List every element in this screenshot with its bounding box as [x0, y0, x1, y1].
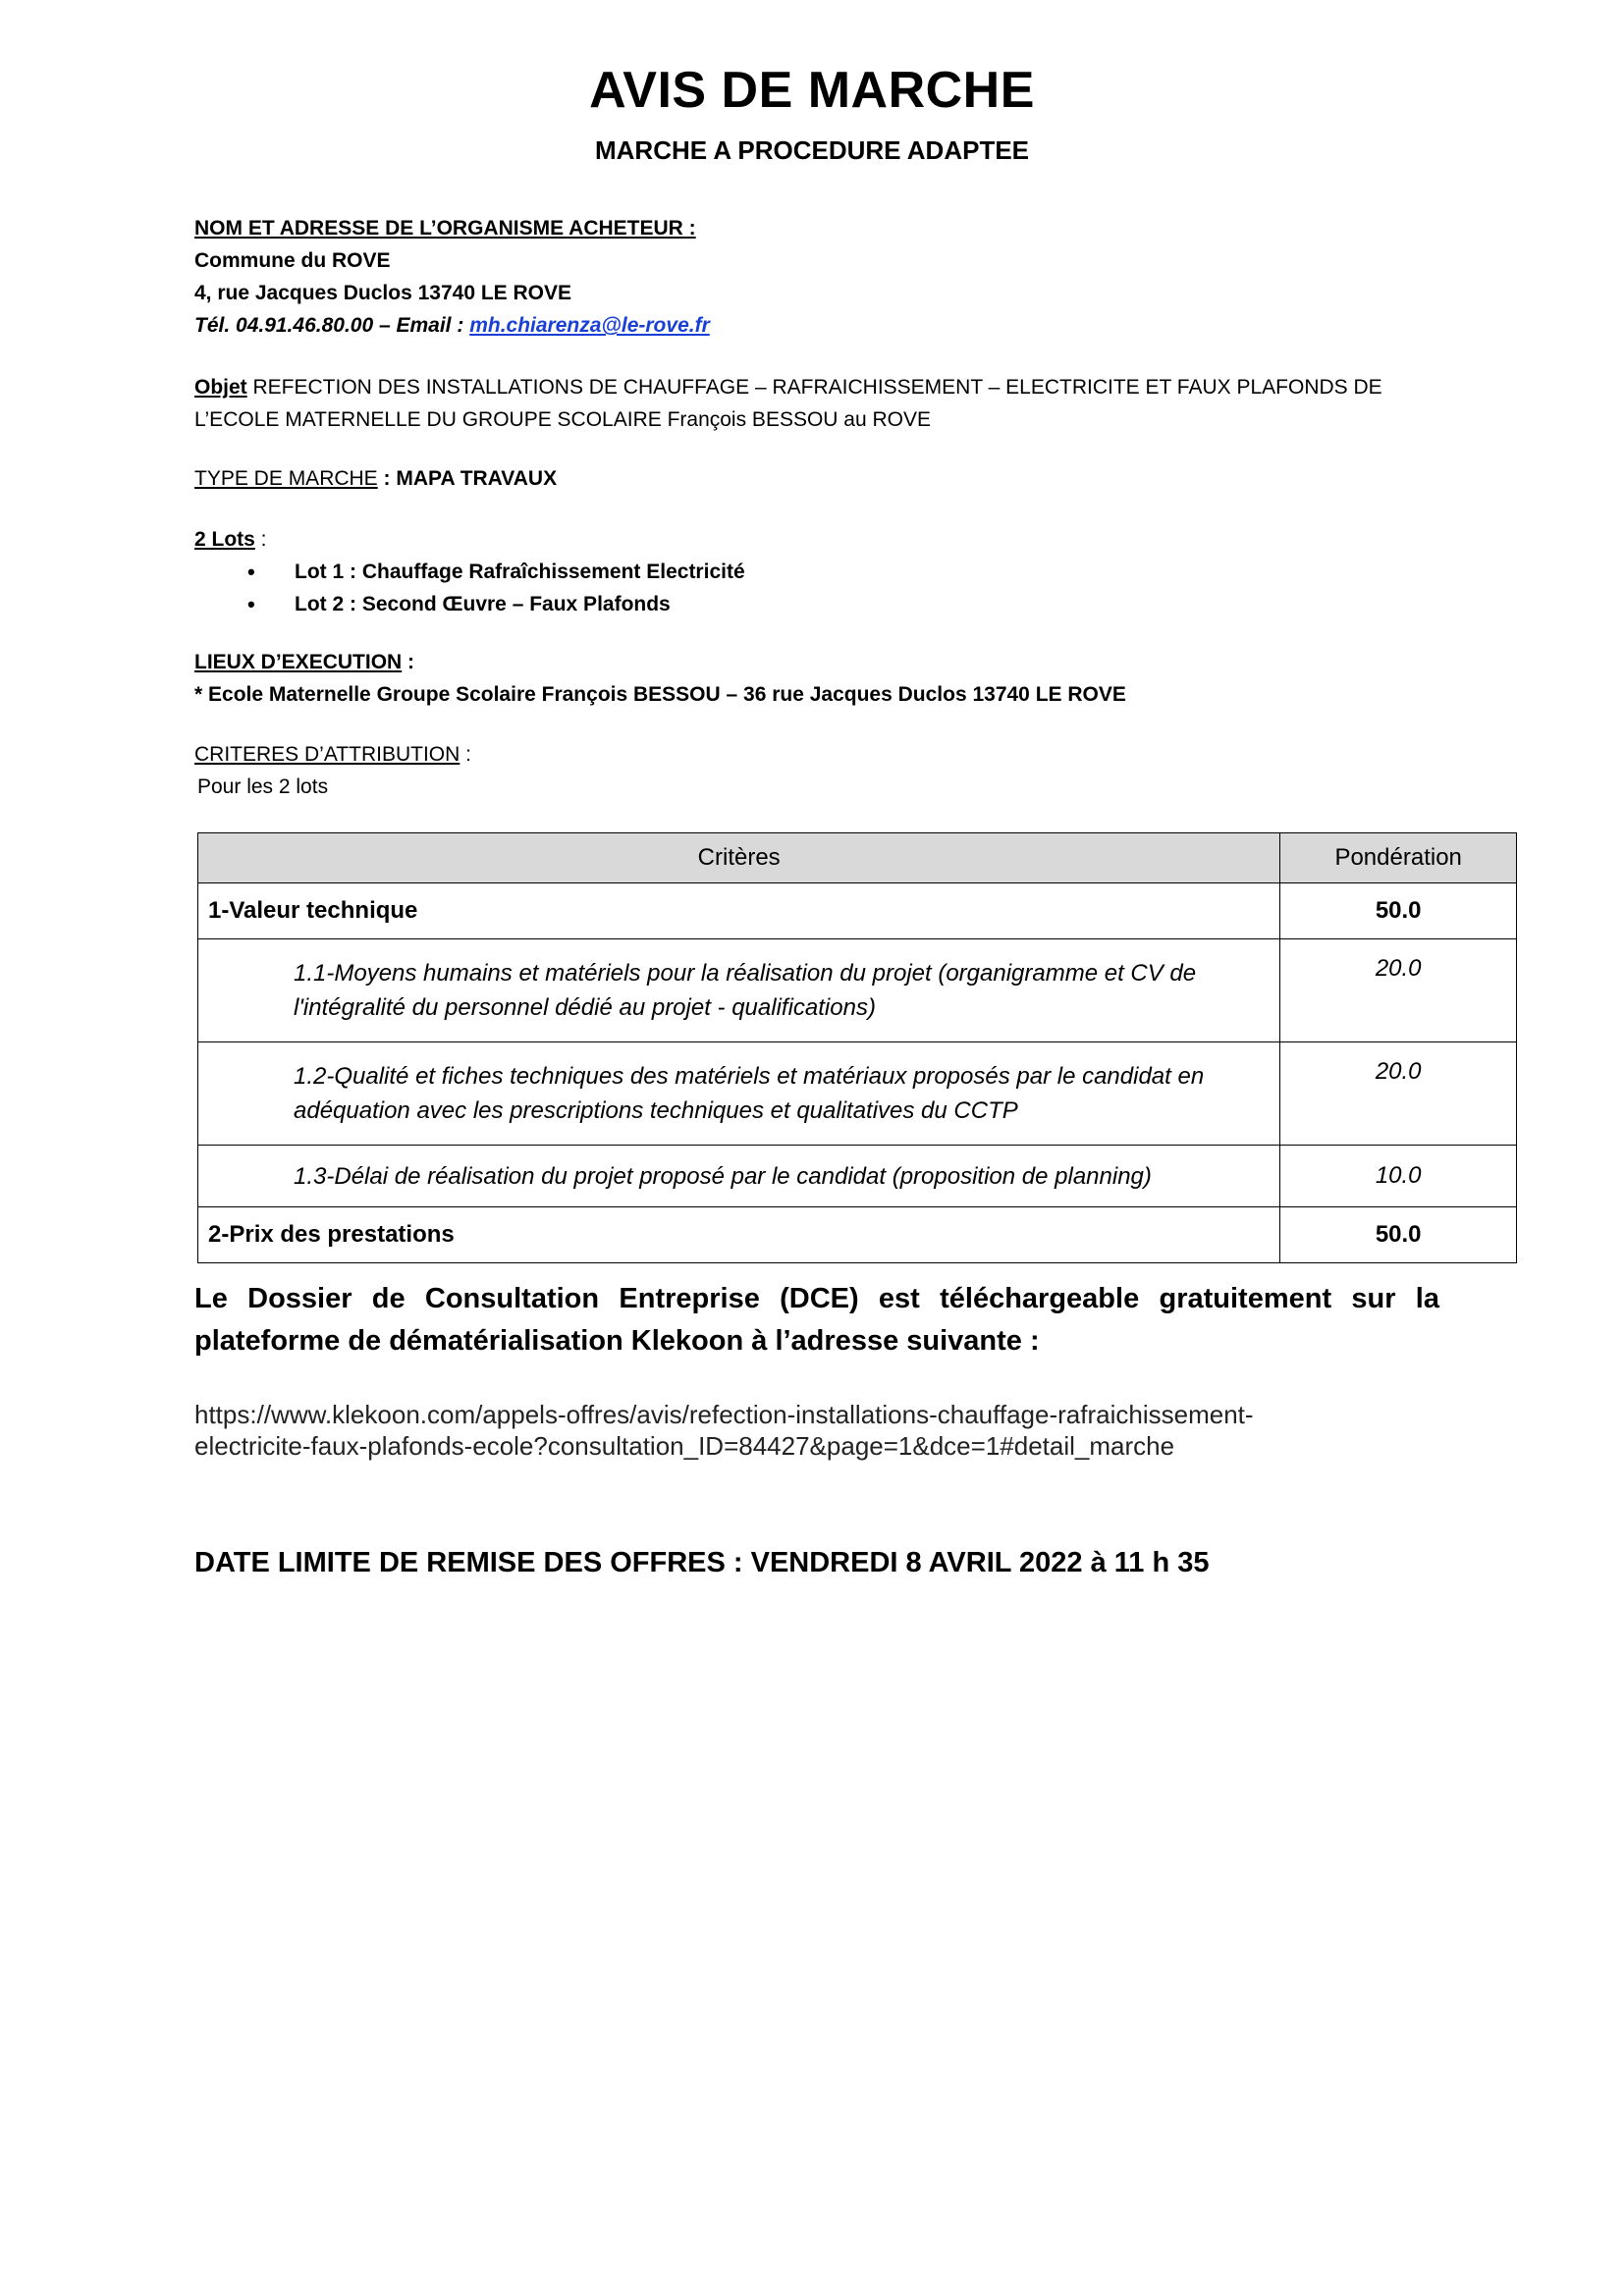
criteria-label-suffix: :: [460, 743, 471, 766]
table-row: [198, 1146, 1517, 1207]
column-header-weight: Pondération: [1280, 833, 1517, 883]
object-label: Objet: [194, 376, 247, 399]
list-item: • Lot 2 : Second Œuvre – Faux Plafonds: [194, 588, 745, 620]
criteria-table: [197, 832, 1517, 1263]
location-label-suffix: :: [402, 651, 415, 673]
market-type-value: : MAPA TRAVAUX: [377, 467, 558, 490]
table-row: [198, 1042, 1517, 1146]
list-item: • Lot 1 : Chauffage Rafraîchissement Electricité: [194, 556, 745, 588]
location-value: * Ecole Maternelle Groupe Scolaire François BESSOU – 36 rue Jacques Duclos 13740 LE ROVE: [194, 683, 1126, 706]
column-header-criteria: Critères: [198, 833, 1280, 883]
weight-cell: 50.0: [1280, 883, 1517, 939]
criterion-cell: 2-Prix des prestations: [198, 1207, 1280, 1263]
table-row: [198, 939, 1517, 1042]
location-section: [194, 646, 1126, 711]
market-type-section: [194, 462, 557, 495]
buyer-address: 4, rue Jacques Duclos 13740 LE ROVE: [194, 282, 572, 304]
criterion-cell: 1.3-Délai de réalisation du projet proposé par le candidat (proposition de planning): [198, 1146, 1280, 1207]
weight-cell: 10.0: [1280, 1146, 1517, 1207]
dce-url-link[interactable]: [194, 1399, 1471, 1462]
dce-url-line-2[interactable]: electricite-faux-plafonds-ecole?consultation_ID=84427&page=1&dce=1#detail_marche: [194, 1431, 1175, 1461]
buyer-contact: [194, 309, 710, 342]
object-line-1: REFECTION DES INSTALLATIONS DE CHAUFFAGE – RAFRAICHISSEMENT – ELECTRICITE ET FAUX PLAFONDS DE: [246, 376, 1382, 399]
lots-label: 2 Lots: [194, 528, 255, 551]
page-title: AVIS DE MARCHE: [589, 62, 1035, 119]
buyer-phone: Tél. 04.91.46.80.00 – Email :: [194, 314, 470, 337]
lots-list: [194, 556, 745, 620]
buyer-heading: NOM ET ADRESSE DE L’ORGANISME ACHETEUR :: [194, 217, 696, 240]
criterion-cell: 1-Valeur technique: [198, 883, 1280, 939]
table-row: [198, 1207, 1517, 1263]
criterion-cell: 1.2-Qualité et fiches techniques des matériels et matériaux proposés par le candidat en adéquation avec les prescriptions techniques et qualitatives du CCTP: [198, 1042, 1280, 1146]
location-label: LIEUX D’EXECUTION: [194, 651, 403, 673]
criterion-cell: 1.1-Moyens humains et matériels pour la réalisation du projet (organigramme et CV de l'intégralité du personnel dédié au projet - qualifications): [198, 939, 1280, 1042]
lots-section: [194, 523, 745, 620]
criteria-label: CRITERES D’ATTRIBUTION: [194, 743, 460, 766]
table-header-row: [198, 833, 1517, 883]
criteria-section: [194, 738, 471, 803]
lots-label-suffix: :: [254, 528, 267, 551]
buyer-name: Commune du ROVE: [194, 249, 391, 272]
weight-cell: 20.0: [1280, 939, 1517, 1042]
dce-url-line-1[interactable]: https://www.klekoon.com/appels-offres/avis/refection-installations-chauffage-rafraichissement-: [194, 1400, 1254, 1429]
object-section: [194, 371, 1382, 436]
buyer-email-link[interactable]: mh.chiarenza@le-rove.fr: [469, 314, 710, 337]
buyer-section: [194, 212, 710, 342]
weight-cell: 50.0: [1280, 1207, 1517, 1263]
dce-notice: Le Dossier de Consultation Entreprise (DCE) est téléchargeable gratuitement sur la plateforme de dématérialisation Klekoon à l’adresse suivante :: [194, 1283, 1439, 1357]
market-type-label: TYPE DE MARCHE: [194, 467, 378, 490]
table-row: [198, 883, 1517, 939]
weight-cell: 20.0: [1280, 1042, 1517, 1146]
deadline: DATE LIMITE DE REMISE DES OFFRES : VENDREDI 8 AVRIL 2022 à 11 h 35: [194, 1547, 1210, 1578]
object-line-2: L’ECOLE MATERNELLE DU GROUPE SCOLAIRE François BESSOU au ROVE: [194, 408, 932, 431]
page-subtitle: MARCHE A PROCEDURE ADAPTEE: [594, 135, 1030, 165]
criteria-scope: Pour les 2 lots: [197, 775, 329, 798]
